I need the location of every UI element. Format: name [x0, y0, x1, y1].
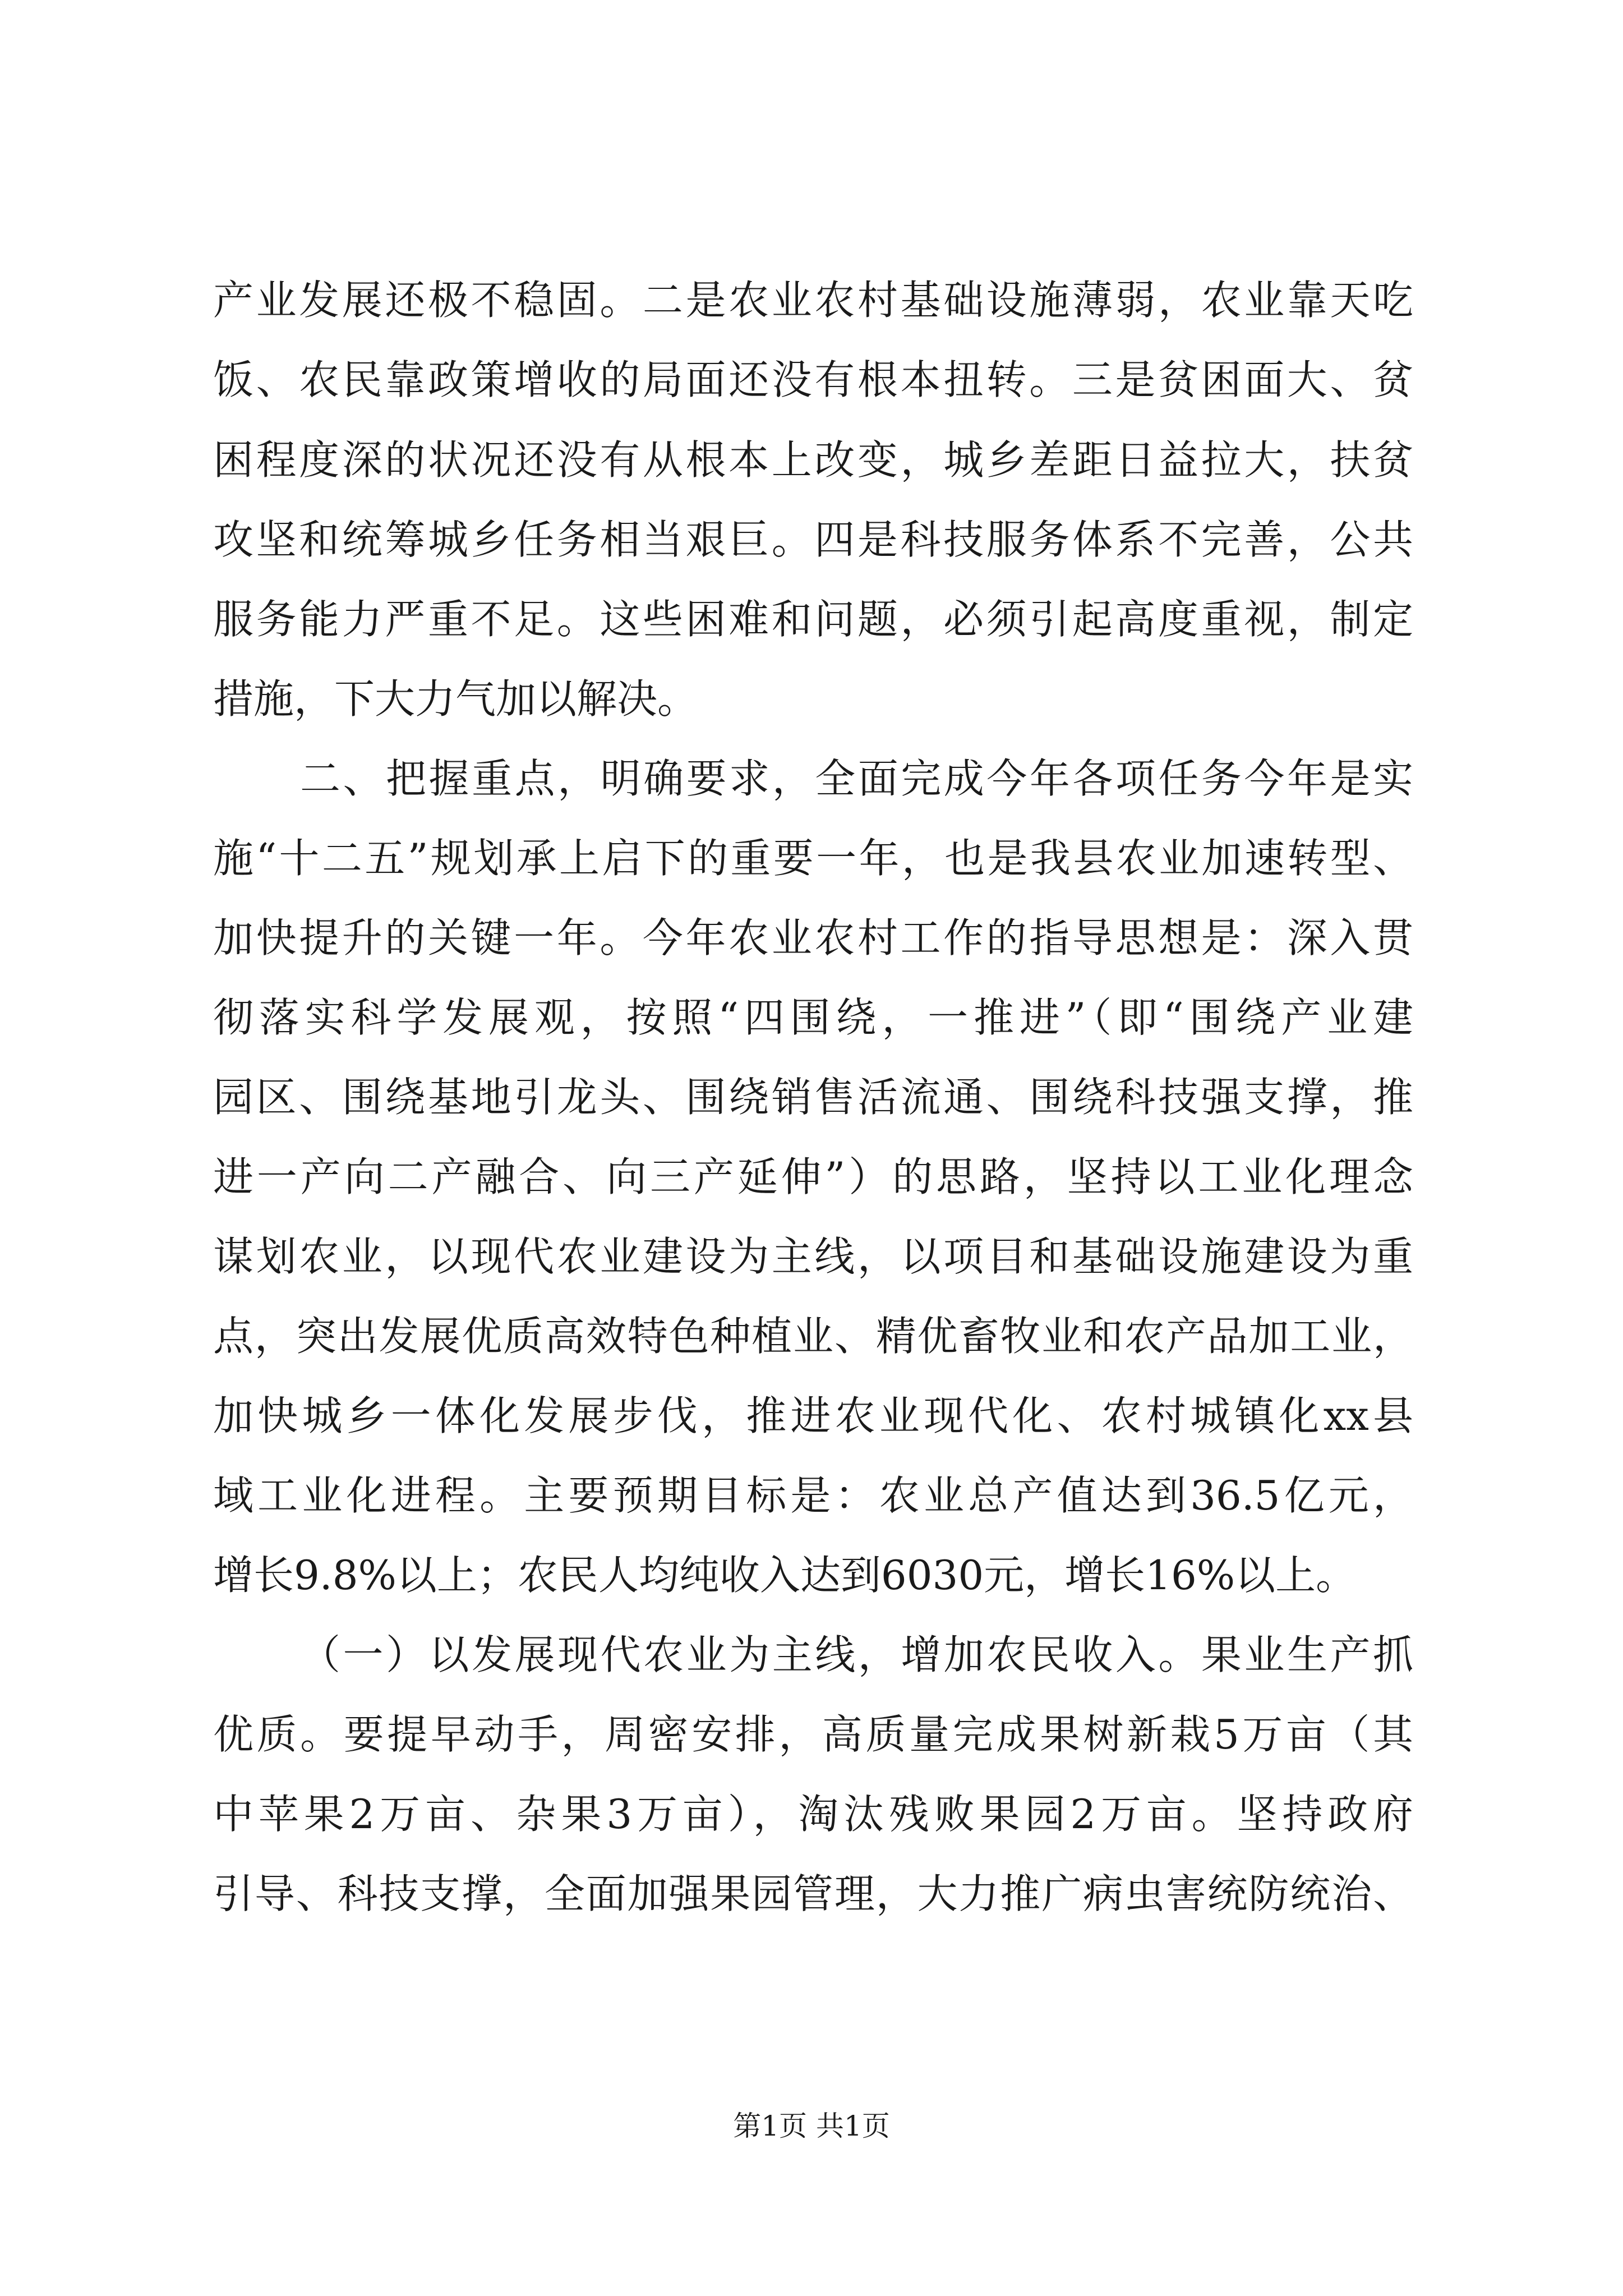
- text-line: 施“十二五”规划承上启下的重要一年，也是我县农业加速转型、: [213, 835, 1413, 882]
- text-line: 优质。要提早动手，周密安排，高质量完成果树新栽5万亩（其: [213, 1711, 1413, 1758]
- text-line: 彻落实科学发展观，按照“四围绕，一推进”（即“围绕产业建: [213, 994, 1413, 1041]
- text-line: 引导、科技支撑，全面加强果园管理，大力推广病虫害统防统治、: [213, 1870, 1413, 1917]
- text-line: 服务能力严重不足。这些困难和问题，必须引起高度重视，制定: [213, 596, 1413, 643]
- text-line: 园区、围绕基地引龙头、围绕销售活流通、围绕科技强支撑，推: [213, 1074, 1413, 1121]
- text-line: 谋划农业，以现代农业建设为主线，以项目和基础设施建设为重: [213, 1233, 1413, 1280]
- text-line: 产业发展还极不稳固。二是农业农村基础设施薄弱，农业靠天吃: [213, 277, 1413, 324]
- text-line: 措施，下大力气加以解决。: [213, 675, 698, 723]
- text-line: 加快提升的关键一年。今年农业农村工作的指导思想是：深入贯: [213, 914, 1413, 961]
- text-line: 点，突出发展优质高效特色种植业、精优畜牧业和农产品加工业，: [213, 1313, 1413, 1360]
- text-line: 饭、农民靠政策增收的局面还没有根本扭转。三是贫困面大、贫: [213, 356, 1413, 403]
- paragraph-first-line: （一）以发展现代农业为主线，增加农民收入。果业生产抓: [300, 1631, 1413, 1678]
- text-line: 加快城乡一体化发展步伐，推进农业现代化、农村城镇化xx县: [213, 1392, 1413, 1439]
- paragraph-first-line: 二、把握重点，明确要求，全面完成今年各项任务今年是实: [300, 755, 1413, 802]
- page-number-footer: 第1页 共1页: [733, 2110, 890, 2142]
- text-line: 进一产向二产融合、向三产延伸”）的思路，坚持以工业化理念: [213, 1153, 1413, 1200]
- text-line: 中苹果2万亩、杂果3万亩），淘汰残败果园2万亩。坚持政府: [213, 1791, 1413, 1838]
- text-line: 增长9.8%以上；农民人均纯收入达到6030元，增长16%以上。: [213, 1552, 1357, 1599]
- text-line: 困程度深的状况还没有从根本上改变，城乡差距日益拉大，扶贫: [213, 436, 1413, 484]
- text-line: 攻坚和统筹城乡任务相当艰巨。四是科技服务体系不完善，公共: [213, 516, 1413, 563]
- text-line: 域工业化进程。主要预期目标是：农业总产值达到36.5亿元，: [213, 1472, 1413, 1519]
